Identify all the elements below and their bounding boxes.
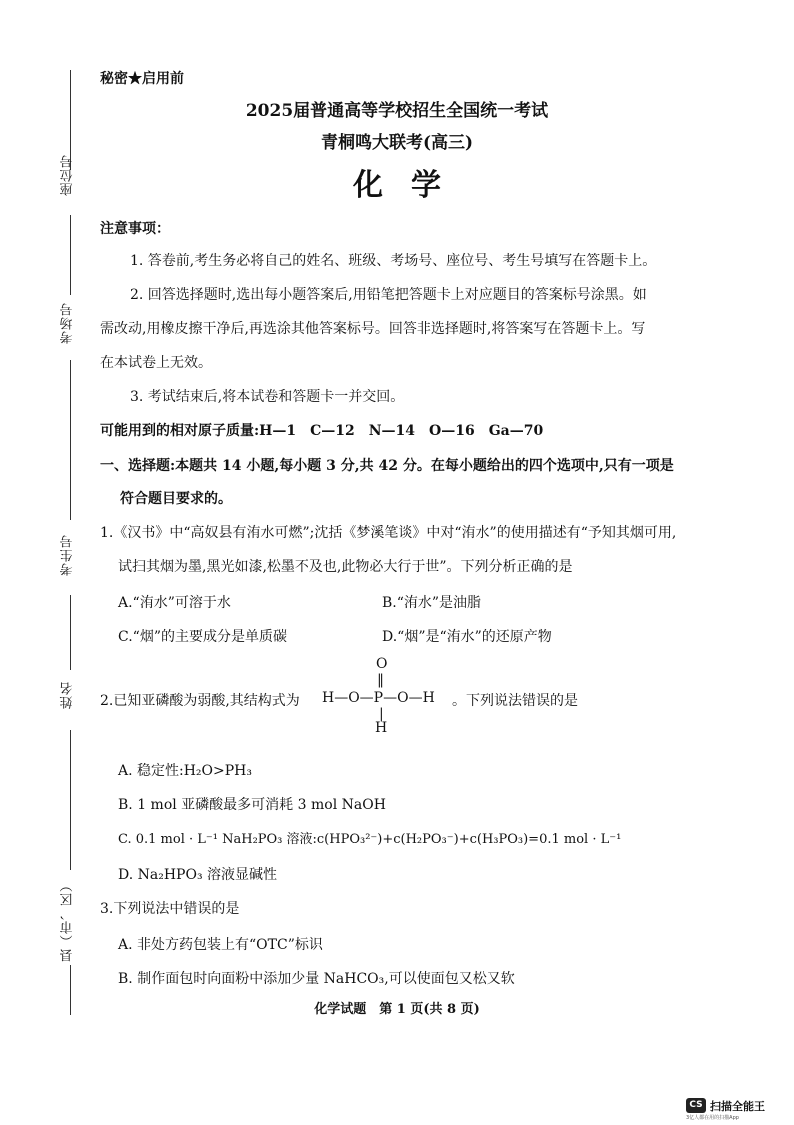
scanner-tagline: 3亿人都在用的扫描App xyxy=(686,1115,739,1121)
scanner-watermark xyxy=(686,1098,786,1122)
name-label: 姓名 xyxy=(60,681,76,709)
confidential-mark: 秘密★启用前 xyxy=(100,71,184,87)
county-label: 县（市、区） xyxy=(60,878,76,962)
question-1-stem: 1.《汉书》中“高奴县有洧水可燃”;沈括《梦溪笔谈》中对“洧水”的使用描述有“予知其烟可用, xyxy=(100,525,677,541)
question-2-option-a: A. 稳定性:H₂O>PH₃ xyxy=(118,763,252,779)
notice-item-2-cont: 在本试卷上无效。 xyxy=(100,355,212,371)
room-label: 考场号 xyxy=(60,302,76,344)
exam-subtitle: 青桐鸣大联考(高三) xyxy=(320,133,474,153)
question-1-option-b: B.“洧水”是油脂 xyxy=(382,595,482,611)
phosphorous-acid-structure xyxy=(318,656,468,736)
notice-item-1: 1. 答卷前,考生务必将自己的姓名、班级、考场号、座位号、考生号填写在答题卡上。 xyxy=(130,253,657,269)
question-1-option-d: D.“烟”是“洧水”的还原产物 xyxy=(382,629,552,645)
question-3-option-a: A. 非处方药包装上有“OTC”标识 xyxy=(118,937,323,953)
question-2-option-c: C. 0.1 mol · L⁻¹ NaH₂PO₃ 溶液:c(HPO₃²⁻)+c(H₂PO₃⁻)+c(H₃PO₃)=0.1 mol · L⁻¹ xyxy=(118,832,622,847)
section-heading-cont: 符合题目要求的。 xyxy=(120,491,232,507)
question-3-stem: 3.下列说法中错误的是 xyxy=(100,901,240,917)
structure-chain: H—O—P—O—H xyxy=(322,690,435,706)
question-1-option-a: A.“洧水”可溶于水 xyxy=(118,595,231,611)
notice-item-3: 3. 考试结束后,将本试卷和答题卡一并交回。 xyxy=(130,389,405,405)
question-1-option-c: C.“烟”的主要成分是单质碳 xyxy=(118,629,287,645)
seat-label: 座位号 xyxy=(60,154,76,196)
camscanner-logo-icon: CS xyxy=(686,1098,706,1113)
question-2-stem-end: 。下列说法错误的是 xyxy=(452,693,578,709)
question-2-stem: 2.已知亚磷酸为弱酸,其结构式为 xyxy=(100,693,300,709)
structure-hydrogen: H xyxy=(375,720,388,736)
notice-heading: 注意事项： xyxy=(100,221,170,237)
page-footer: 化学试题 第 1 页(共 8 页) xyxy=(314,1002,480,1017)
exam-number-label: 考生号 xyxy=(60,534,76,576)
binding-line xyxy=(70,595,71,670)
notice-item-2-cont: 需改动,用橡皮擦干净后,再选涂其他答案标号。回答非选择题时,将答案写在答题卡上。写 xyxy=(100,321,646,337)
structure-single-bond: | xyxy=(379,706,384,722)
scanner-app-name: 扫描全能王 xyxy=(710,1100,765,1113)
exam-title: 2025届普通高等学校招生全国统一考试 xyxy=(245,101,549,121)
question-2-option-d: D. Na₂HPO₃ 溶液显碱性 xyxy=(118,867,278,883)
question-3-option-b: B. 制作面包时向面粉中添加少量 NaHCO₃,可以使面包又松又软 xyxy=(118,971,515,987)
question-2-option-b: B. 1 mol 亚磷酸最多可消耗 3 mol NaOH xyxy=(118,797,386,813)
section-heading: 一、选择题:本题共 14 小题,每小题 3 分,共 42 分。在每小题给出的四个选项中,只有一项是 xyxy=(100,458,674,474)
atomic-mass-line: 可能用到的相对原子质量:H—1 C—12 N—14 O—16 Ga—70 xyxy=(100,423,544,439)
structure-double-bond: ‖ xyxy=(377,672,384,688)
question-1-stem-cont: 试扫其烟为墨,黑光如漆,松墨不及也,此物必大行于世”。下列分析正确的是 xyxy=(118,559,573,575)
notice-item-2: 2. 回答选择题时,选出每小题答案后,用铅笔把答题卡上对应题目的答案标号涂黑。如 xyxy=(130,287,647,303)
subject-title: 化学 xyxy=(353,168,469,203)
binding-line xyxy=(70,360,71,520)
binding-line xyxy=(70,730,71,870)
structure-oxygen: O xyxy=(376,656,388,672)
binding-line xyxy=(70,215,71,295)
